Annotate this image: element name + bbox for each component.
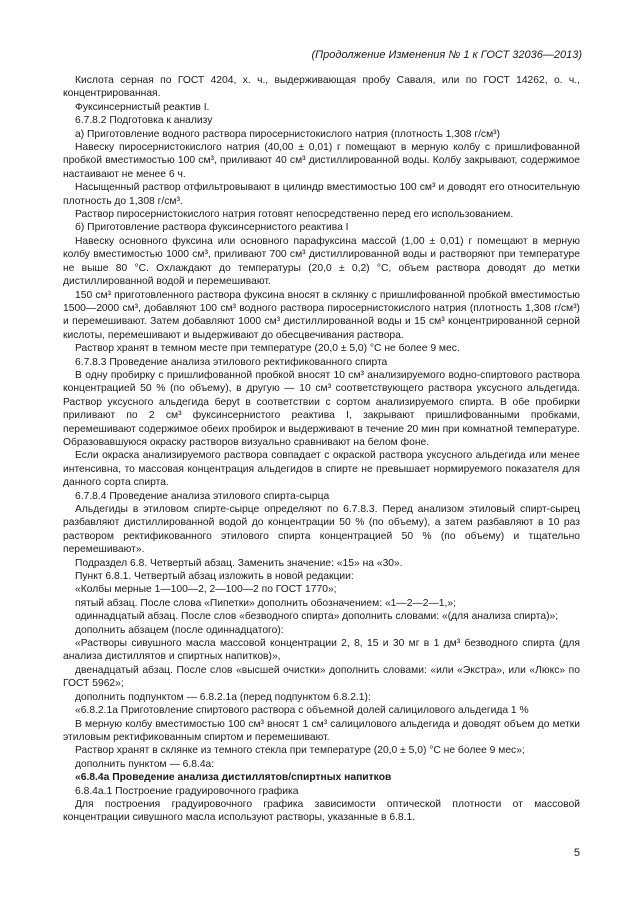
paragraph: Навеску основного фуксина или основного парафуксина массой (1,00 ± 0,01) г помещают в мерную колбу вместимостью 1000 см³, приливают 700 см³ дистиллированной воды и растворяют при температуре не выше 80 °С. Охлаждают до температуры (20,0 ± 0,2) °С, объем раствора доводят до метки дистиллированной водой и перемешивают. [63,235,580,288]
document-body [63,74,580,825]
paragraph: дополнить абзацем (после одиннадцатого): [75,624,284,636]
paragraph: пятый абзац. После слова «Пипетки» дополнить обозначением: «1—2—2—1,»; [75,597,456,609]
paragraph: дополнить подпунктом — 6.8.2.1а (перед подпунктом 6.8.2.1): [75,691,371,703]
page-number: 5 [573,847,580,859]
paragraph: Кислота серная по ГОСТ 4204, х. ч., выдерживающая пробу Саваля, или по ГОСТ 14262, о. ч., концентрированная. [63,75,580,100]
paragraph: 6.7.8.2 Подготовка к анализу [75,115,213,127]
paragraph: В одну пробирку с пришлифованной пробкой вносят 10 см³ анализируемого водно-спиртового раствора концентрацией 50 % (по объему), в другую — 10 см³ соответствующего раствора уксусного альдегида. Раствор уксусного альдегида беруt в соответствии с сортом анализируемого спирта. В обе пробирки приливают по 2 см³ фуксинсернистого реактива I, закрывают пришлифованными пробками, перемешивают содержимое обеих пробирок и выдерживают в течение 20 мин при комнатной температуре. Образовавшуюся окраску растворов визуально сравнивают на белом фоне. [63,369,580,448]
page-header: (Продолжение Изменения № 1 к ГОСТ 32036—2013) [311,49,582,61]
paragraph: Альдегиды в этиловом спирте-сырце определяют по 6.7.8.3. Перед анализом этиловый спирт-сырец разбавляют дистиллированной водой до концентрации 50 % (по объему), а затем разбавляют в 10 раз раствором ректификованного этилового спирта концентрацией 50 % (по объему) и тщательно перемешивают». [63,504,580,556]
paragraph: а) Приготовление водного раствора пиросернистокислого натрия (плотность 1,308 г/см³) [75,128,501,140]
paragraph: «Колбы мерные 1—100—2, 2—100—2 по ГОСТ 1770»; [75,584,337,596]
paragraph: «Растворы сивушного масла массовой концентрации 2, 8, 15 и 30 мг в 1 дм³ безводного спирта (для анализа дистиллятов и спиртных напитков)», [63,638,580,663]
paragraph: дополнить пунктом — 6.8.4а: [75,758,215,770]
paragraph: двенадцатый абзац. После слов «высшей очистки» дополнить словами: «или «Экстра», или «Люкс» по ГОСТ 5962»; [63,664,580,690]
paragraph: Фуксинсернистый реактив I. [75,101,210,113]
paragraph: б) Приготовление раствора фуксинсернистого реактива I [75,222,349,234]
paragraph: Насыщенный раствор отфильтровывают в цилиндр вместимостью 100 см³ и доводят его относительную плотность до 1,308 г/см³. [63,182,580,207]
paragraph: Для построения градуировочного графика зависимости оптической плотности от массовой концентрации сивушного масла используют растворы, указанные в 6.8.1. [63,798,580,824]
paragraph: Раствор хранят в темном месте при температуре (20,0 ± 5,0) °С не более 9 мес. [75,343,460,355]
paragraph: Если окраска анализируемого раствора совпадает с окраской раствора уксусного альдегида или менее интенсивна, то массовая концентрация альдегидов в спирте не превышает нормируемого показателя для данного сорта спирта. [63,450,580,489]
paragraph: 6.7.8.4 Проведение анализа этилового спирта-сырца [75,490,330,502]
paragraph: «6.8.4а Проведение анализа дистиллятов/спиртных напитков [75,772,392,784]
paragraph: «6.8.2.1а Приготовление спиртового раствора с объемной долей салицилового альдегида 1 % [75,705,529,717]
paragraph: Раствор пиросернистокислого натрия готовят непосредственно перед его использованием. [75,209,514,221]
paragraph: одиннадцатый абзац. После слов «безводного спирта» дополнить словами: «(для анализа спирта)»; [75,611,559,623]
paragraph: 6.8.4а.1 Построение градуировочного графика [75,785,299,797]
paragraph: Подраздел 6.8. Четвертый абзац. Заменить значение: «15» на «30». [75,557,403,569]
paragraph: 6.7.8.3 Проведение анализа этилового ректификованного спирта [75,356,388,368]
paragraph: Навеску пиросернистокислого натрия (40,00 ± 0,01) г помещают в мерную колбу с пришлифованной пробкой вместимостью 100 см³, приливают 40 см³ дистиллированной воды. Колбу закрывают, содержимое настаивают не менее 6 ч. [63,142,580,180]
paragraph: Раствор хранят в склянке из темного стекла при температуре (20,0 ± 5,0) °С не более 9 мес»; [75,745,525,757]
paragraph: В мерную колбу вместимостью 100 см³ вносят 1 см³ салицилового альдегида и доводят объем до метки этиловым ректификованным спиртом и перемешивают. [63,718,580,743]
paragraph: Пункт 6.8.1. Четвертый абзац изложить в новой редакции: [75,571,354,583]
paragraph: 150 см³ приготовленного раствора фуксина вносят в склянку с пришлифованной пробкой вместимостью 1500—2000 см³, добавляют 100 см³ водного раствора пиросернистокислого натрия (плотность 1,308 г/см³) и перемешивают. Затем добавляют 1000 см³ дистиллированной воды и 15 см³ концентрированной серной кислоты, перемешивают и выдерживают до обесцвечивания раствора. [63,289,580,341]
